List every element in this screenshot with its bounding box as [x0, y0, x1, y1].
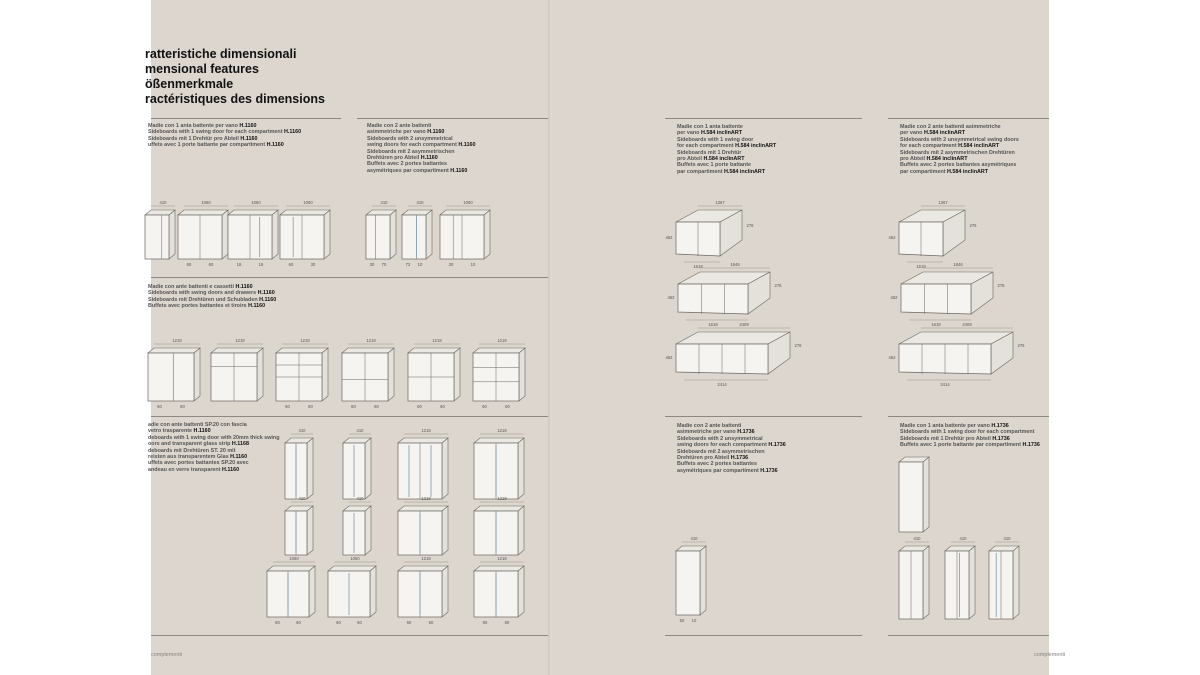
subdivision-label: 10: [417, 262, 423, 267]
dimension-label: 2414: [717, 382, 727, 387]
cabinet-top: [328, 566, 376, 571]
caption-line: per vano H.584 inclinART: [677, 130, 743, 137]
height-label: 462: [665, 235, 673, 240]
cabinet-side: [442, 506, 448, 555]
dimension-label: 2414: [940, 382, 950, 387]
cabinet-top: [276, 348, 328, 353]
dimension-label: 1218: [497, 338, 507, 343]
subdivision-label: 10: [691, 618, 697, 623]
cabinet-side: [194, 348, 200, 401]
subdivision-label: 60: [482, 620, 488, 625]
cabinet-side: [388, 348, 394, 401]
right-page: [552, 0, 1066, 675]
subdivision-label: 60: [504, 620, 510, 625]
caption-line: for each compartment H.584 inclinART: [677, 143, 777, 150]
dimension-label: 1618: [916, 264, 926, 269]
cabinet-side: [169, 210, 175, 259]
dimension-label: 1218: [300, 338, 310, 343]
subdivision-label: 30: [310, 262, 316, 267]
cabinet-top: [398, 566, 448, 571]
dimension-label: 1218: [235, 338, 245, 343]
dimension-label: 1367: [938, 200, 948, 205]
cabinet-top: [440, 210, 490, 215]
dimension-label: 410: [690, 536, 698, 541]
dimension-label: 1060: [350, 556, 360, 561]
caption-line: Sideboards with swing doors and drawers H.1160: [148, 290, 275, 297]
height-label: 276: [997, 283, 1005, 288]
caption-line: Madie con ante battenti e cassetti H.1160: [148, 284, 253, 290]
caption-line: Sideboards mit 2 asymmetrischen: [367, 148, 455, 155]
subdivision-label: 60: [275, 620, 280, 625]
subdivision-label: 30: [448, 262, 454, 267]
cabinet-top: [267, 566, 315, 571]
caption-line: for each compartment H.584 inclinART: [900, 143, 1000, 150]
cabinet-side: [454, 348, 460, 401]
height-label: 462: [665, 355, 673, 360]
cabinet-side: [324, 210, 330, 259]
dimension-label: 410: [298, 428, 306, 433]
subdivision-label: 60: [336, 620, 341, 625]
cabinet-side: [700, 546, 706, 615]
cabinet-side: [322, 348, 328, 401]
cabinet-front: [366, 215, 390, 259]
subdivision-label: 10: [470, 262, 476, 267]
height-label: 462: [888, 355, 896, 360]
caption-line: Madie con 2 ante battenti asimmetriche: [900, 124, 1001, 130]
cabinet-side: [309, 566, 315, 617]
caption-line: asimmetriche per vano H.1736: [677, 429, 755, 436]
caption-line: Madie con 1 anta battente per vano H.1160: [148, 123, 257, 129]
cabinet-side: [442, 438, 448, 499]
height-label: 276: [794, 343, 802, 348]
height-label: 276: [969, 223, 977, 228]
cabinet-top: [474, 506, 524, 511]
caption-line: Madie con 2 ante battenti: [367, 123, 432, 129]
dimension-label: 410: [298, 496, 306, 501]
cabinet-top: [211, 348, 263, 353]
dimension-label: 1060: [303, 200, 313, 205]
cabinet-side: [1013, 546, 1019, 619]
cabinet-side: [442, 566, 448, 617]
title-line-en: mensional features: [145, 62, 259, 76]
dimension-label: 1218: [497, 496, 507, 501]
caption-line: deboards mit Drehtüren ST. 20 mit: [148, 447, 236, 454]
dimension-label: 1218: [421, 556, 431, 561]
subdivision-label: 60: [351, 404, 356, 409]
cabinet-side: [365, 438, 371, 499]
dimension-label: 410: [356, 496, 364, 501]
caption-line: uffets avec 1 porte battante par compartiment H.1160: [148, 142, 284, 149]
subdivision-label: 60: [679, 618, 685, 623]
caption-line: Madie con 1 anta battente: [677, 124, 743, 130]
cabinet-side: [257, 348, 263, 401]
dimension-label: 1218: [421, 428, 431, 433]
cabinet-top: [228, 210, 278, 215]
subdivision-label: 60: [208, 262, 214, 267]
dimension-label: 1846: [953, 262, 963, 267]
cabinet-side: [519, 348, 525, 401]
subdivision-label: 30: [369, 262, 375, 267]
dimension-label: 1218: [366, 338, 376, 343]
caption-line: deboards with 1 swing door with 20mm thick swing: [148, 434, 280, 441]
cabinet-drawings: [151, 0, 548, 675]
caption-line: Buffets avec 1 porte battante par compartiment H.1736: [900, 442, 1040, 449]
cabinet-side: [390, 210, 396, 259]
title-line-it: ratteristiche dimensionali: [145, 47, 297, 61]
dimension-label: 2409: [962, 322, 972, 327]
caption-line: oors and transparent glass strip H.1168: [148, 441, 249, 448]
caption-line: asymétriques par compartiment H.1736: [677, 467, 778, 474]
cabinet-side: [426, 210, 432, 259]
caption-line: Madie con 1 anta battente per vano H.1736: [900, 423, 1009, 429]
dimension-label: 410: [1003, 536, 1011, 541]
subdivision-label: 18: [258, 262, 264, 267]
subdivision-label: 60: [406, 620, 412, 625]
dimension-label: 1367: [715, 200, 725, 205]
cabinet-top: [398, 438, 448, 443]
cabinet-side: [518, 566, 524, 617]
cabinet-side: [518, 506, 524, 555]
subdivision-label: 60: [285, 404, 290, 409]
left-page: [145, 0, 548, 675]
cabinet-side: [484, 210, 490, 259]
cabinet-front: [899, 462, 923, 532]
dimension-label: 1060: [251, 200, 261, 205]
height-label: 462: [890, 295, 898, 300]
caption-line: Buffets avec 1 porte battante: [677, 162, 751, 169]
cabinet-top: [408, 348, 460, 353]
dimension-label: 1218: [497, 556, 507, 561]
dimension-label: 410: [380, 200, 388, 205]
caption-line: Sideboards mit 2 asymmetrischen Drehtüren: [900, 149, 1015, 156]
caption-line: Buffets avec 2 portes battantes asymétriques: [900, 162, 1017, 169]
caption-line: Madie con 2 ante battenti: [677, 423, 742, 429]
caption-line: Buffets avec 2 portes battantes: [367, 161, 447, 168]
caption-line: Sideboards mit Drehtüren und Schubladen H.1160: [148, 296, 277, 303]
dimension-label: 410: [913, 536, 921, 541]
height-label: 462: [888, 235, 896, 240]
cabinet-front: [678, 284, 748, 314]
caption-line: Buffets avec portes battantes et tiroirs H.1160: [148, 303, 266, 310]
cabinet-side: [307, 438, 313, 499]
cabinet-front: [148, 353, 194, 401]
caption-line: pro Abteil H.584 inclinART: [900, 156, 968, 163]
cabinet-top: [473, 348, 525, 353]
cabinet-side: [222, 210, 228, 259]
caption-line: swing doors for each compartment H.1736: [677, 442, 786, 449]
dimension-label: 1060: [463, 200, 473, 205]
subdivision-label: 60: [186, 262, 192, 267]
subdivision-label: 60: [417, 404, 422, 409]
caption-line: swing doors for each compartment H.1160: [367, 142, 476, 149]
caption-line: andeau en verre transparent H.1160: [148, 466, 240, 473]
dimension-label: 1846: [730, 262, 740, 267]
dimension-label: 1060: [289, 556, 299, 561]
cabinet-front: [402, 215, 426, 259]
cabinet-front: [145, 215, 169, 259]
cabinet-side: [272, 210, 278, 259]
height-label: 276: [1017, 343, 1025, 348]
subdivision-label: 18: [236, 262, 242, 267]
caption-line: par compartiment H.584 inclinART: [900, 168, 989, 175]
subdivision-label: 60: [180, 404, 185, 409]
dimension-label: 1218: [432, 338, 442, 343]
cabinet-top: [178, 210, 228, 215]
caption-line: Sideboards with 2 unsymmetrical: [677, 435, 763, 442]
subdivision-label: 72: [405, 262, 411, 267]
caption-line: Sideboards with 2 unsymmetrical: [367, 135, 453, 142]
cabinet-top: [342, 348, 394, 353]
caption-line: Sideboards with 2 unsymmetrical swing doors: [900, 136, 1019, 143]
caption-line: Sideboards with 1 swing door: [677, 136, 754, 143]
cabinet-top: [280, 210, 330, 215]
caption-line: per vano H.584 inclinART: [900, 130, 966, 137]
caption-line: Buffets avec 2 portes battantes: [677, 461, 757, 468]
subdivision-label: 60: [440, 404, 445, 409]
cabinet-side: [370, 566, 376, 617]
dimension-label: 410: [159, 200, 167, 205]
cabinet-drawings: [552, 0, 1049, 675]
cabinet-side: [365, 506, 371, 555]
subdivision-label: 70: [381, 262, 387, 267]
title-line-de: ößenmerkmale: [145, 77, 234, 91]
cabinet-top: [398, 506, 448, 511]
subdivision-label: 60: [157, 404, 162, 409]
dimension-label: 1618: [693, 264, 703, 269]
caption-line: Sideboards mit 1 Drehtür: [677, 149, 742, 156]
subdivision-label: 60: [288, 262, 294, 267]
caption-line: vetro trasparente H.1160: [148, 428, 211, 435]
caption-line: Sideboards mit 1 Drehtür pro Abteil H.1160: [148, 135, 258, 142]
cabinet-side: [518, 438, 524, 499]
subdivision-label: 60: [296, 620, 301, 625]
dimension-label: 1618: [931, 322, 941, 327]
caption-line: uffets avec portes battantes SP.20 avec: [148, 460, 249, 467]
caption-line: Sideboards mit 2 asymmetrischen: [677, 448, 765, 455]
subdivision-label: 60: [357, 620, 362, 625]
cabinet-top: [474, 438, 524, 443]
dimension-label: 1618: [708, 322, 718, 327]
subdivision-label: 60: [374, 404, 379, 409]
cabinet-side: [923, 546, 929, 619]
subdivision-label: 60: [505, 404, 510, 409]
height-label: 276: [774, 283, 782, 288]
cabinet-side: [307, 506, 313, 555]
dimension-label: 410: [356, 428, 364, 433]
caption-line: Sideboards with 1 swing door for each compartment: [900, 429, 1035, 436]
title-line-fr: ractéristiques des dimensions: [145, 92, 325, 106]
cabinet-top: [148, 348, 200, 353]
caption-line: Sideboards with 1 swing door for each compartment H.1160: [148, 129, 302, 136]
dimension-label: 2409: [739, 322, 749, 327]
caption-line: adie con ante battenti SP.20 con fascia: [148, 422, 247, 428]
subdivision-label: 60: [482, 404, 487, 409]
caption-line: asimmetriche per vano H.1160: [367, 129, 445, 136]
subdivision-label: 60: [428, 620, 434, 625]
cabinet-side: [969, 546, 975, 619]
caption-line: Drehtüren pro Abteil H.1736: [677, 455, 749, 462]
caption-line: reisten aus transparentem Glas H.1160: [148, 454, 248, 461]
cabinet-side: [923, 457, 929, 532]
footer-label: complementi: [151, 652, 183, 658]
cabinet-top: [474, 566, 524, 571]
dimension-label: 1218: [421, 496, 431, 501]
footer-label: complementi: [1034, 652, 1066, 658]
dimension-label: 1060: [201, 200, 211, 205]
cabinet-front: [676, 551, 700, 615]
caption-line: pro Abteil H.584 inclinART: [677, 156, 745, 163]
caption-line: asymétriques par compartiment H.1160: [367, 167, 468, 174]
dimension-label: 410: [416, 200, 424, 205]
dimension-label: 1218: [497, 428, 507, 433]
height-label: 276: [746, 223, 754, 228]
height-label: 462: [667, 295, 675, 300]
caption-line: Sideboards mit 1 Drehtür pro Abteil H.1736: [900, 435, 1010, 442]
subdivision-label: 60: [308, 404, 313, 409]
dimension-label: 410: [959, 536, 967, 541]
caption-line: Drehtüren pro Abteil H.1160: [367, 155, 438, 162]
dimension-label: 1218: [172, 338, 182, 343]
cabinet-front: [901, 284, 971, 314]
caption-line: par compartiment H.584 inclinART: [677, 168, 766, 175]
